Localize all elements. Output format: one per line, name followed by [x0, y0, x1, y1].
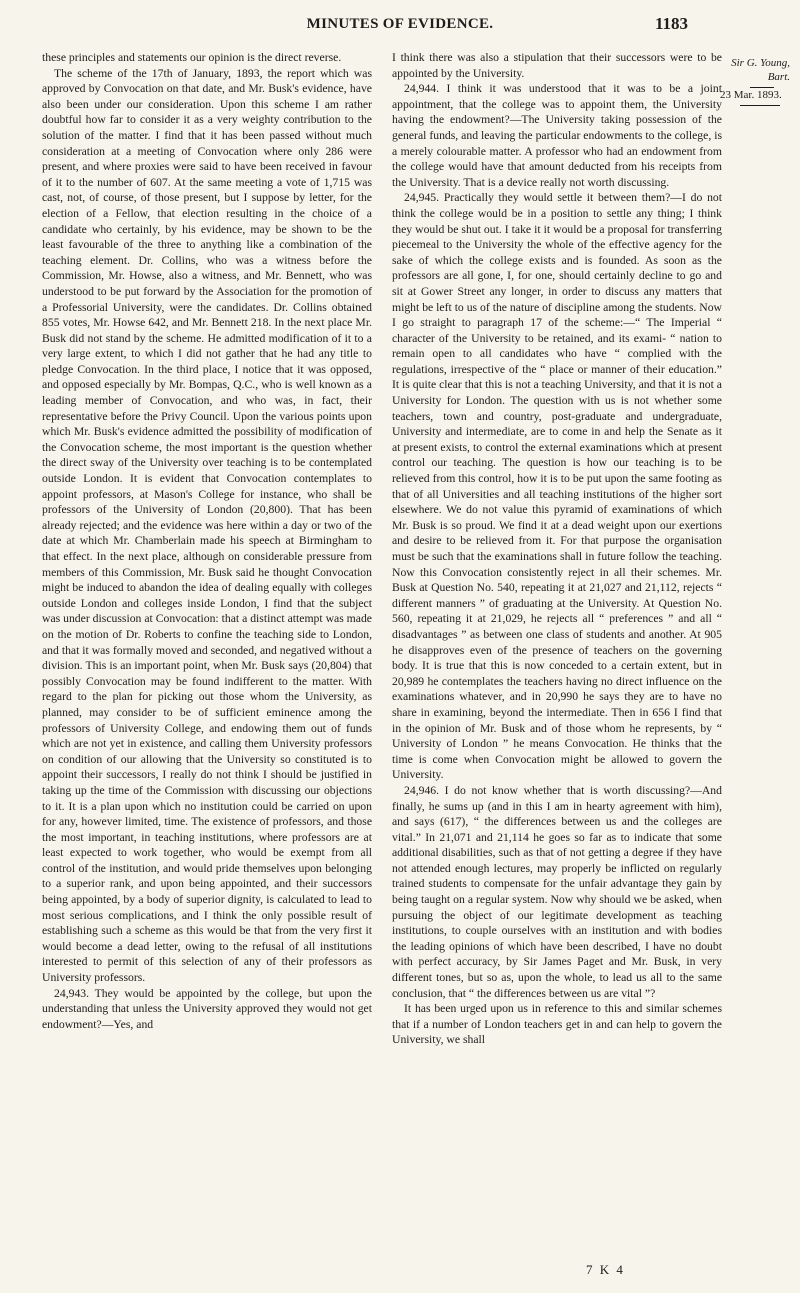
paragraph: 24,943. They would be appointed by the college, but upon the understanding that unless the University approved they would not get endowment?—Yes, and	[42, 986, 372, 1031]
paragraph: I think there was also a stipulation that their successors were to be appointed by the University.	[392, 51, 722, 80]
date-margin-note	[720, 88, 792, 106]
witness-name: Sir G. Young,	[731, 57, 790, 69]
paragraph: The scheme of the 17th of January, 1893, the report which was approved by Convocation on that date, and Mr. Busk's evidence, have also been under our consideration. Upon this scheme I am rather doubtful how far to consider it as a very weighty contribution to the solution of the matter. I find that it has been passed without much consideration at a meeting of Convocation where only 286 were present, and where proxies were said to have been received in favour of it to the number of 607. At the same meeting a vote of 1,715 was cast, not, of course, of those present, but I suppose by letter, for the election of a Fellow, that election resulting in the choice of a candidate who certainly, by his evidence, may be shown to be the least favourable of the three to anything like a combination of the teaching element. Dr. Collins, who was a witness before the Commission, Mr. Howse, also a witness, and Mr. Bennett, who was understood to be put forward by the Association for the promotion of a Professorial University, were the candidates. Dr. Collins obtained 855 votes, Mr. Howse 642, and Mr. Bennett 218. In the next place Mr. Busk did not stand by the scheme. He admitted modification of it to a very large extent, to which I did not gather that he had any title to pledge Convocation. In the third place, I notice that it was opposed, and opposed especially by Mr. Bompas, Q.C., who is well known as a leading member of Convocation, and who was, in fact, their representative before the Privy Council. Upon the various points upon which Mr. Busk's evidence admitted the possibility of modification of the Convocation scheme, the most important is the question whether the direct sway of the University over teaching is to be contemplated outside London. It is evident that Convocation contemplates to appoint professors, at Mason's College for instance, who shall be professors of the University of London (20,800). That has been already rejected; and the evidence was here within a day or two of the date at which Mr. Chamberlain made his speech at Birmingham to that effect. In the next place, although on considerable pressure from members of this Commission, Mr. Busk said he thought Convocation might be induced to abandon the idea of dealing equally with colleges outside London and colleges inside London, I find that the subject was under discussion at Convocation: that a distinct attempt was made on the motion of Dr. Roberts to confine the teaching side to London, and that it was formally moved and seconded, and negatived without a division. This is an important point, when Mr. Busk says (20,804) that possibly Convocation may be found indifferent to the matter. With regard to the plan for picking out those whom the University, as planned, may consider to be of sufficient eminence among the professors of University College, and endowing them out of funds which are not yet in existence, and calling them University professors on condition of our allowing that the University so constituted is to appoint their successors, I really do not think I should be justified in taking up the time of the Commission with discussing our objections to it. It is a plan upon which no institution could be carried on upon for any, however limited, time. The existence of professors, and those the most important, in teaching institutions, where professors are at least expected to work together, who would be exempt from all control of the institution, and would pride themselves upon belonging to a superior rank, and upon being appointed, and their successors being appointed, by a body of superior dignity, is calculated to lead to most serious complications, and I think the only possible result of establishing such a scheme as this would be that from the very first it would become a dead letter, owing to the refusal of all institutions interested to permit of this selection of any of their professors as University professors.	[42, 66, 372, 985]
margin-rule	[740, 105, 780, 106]
witness-title: Bart.	[767, 71, 790, 83]
paragraph: It has been urged upon us in reference to this and similar schemes that if a number of London teachers get in and can help to govern the University, we shall	[392, 1002, 722, 1047]
paragraph: these principles and statements our opinion is the direct reverse.	[42, 51, 342, 64]
left-column	[42, 50, 372, 1032]
session-date: 23 Mar. 1893.	[720, 89, 782, 101]
page-number: 1183	[654, 14, 688, 33]
signature-mark: 7 K 4	[586, 1262, 625, 1277]
paragraph: 24,946. I do not know whether that is worth discussing?—And finally, he sums up (and in this I am in hearty agreement with him), and says (617), “ the differences between us and the colleges are vital.” In 21,071 and 21,114 he goes so far as to indicate that some additional disabilities, such as that of not getting a degree if they have not attended enough lectures, may properly be inflicted on regularly trained students to compensate for the unfair advantage they gain by being taught on a regular system. Now why should we be asked, when pursuing the object of our legitimate development as teaching institutions, to couple ourselves with an institution and with bodies the leading opinions of which have been described, I have no doubt with perfect accuracy, by Sir James Paget and Mr. Busk, in very different tones, but so as, upon the whole, to lead us all to the same conclusion, that “ the differences between us are vital ”?	[392, 783, 722, 1000]
paragraph: 24,945. Practically they would settle it between them?—I do not think the college would be in a position to settle any thing; I think they would be shut out. I take it it would be a proposal for transferring piecemeal to the University the whole of the effective agency for the sake of which the college exists and is founded. As soon as the professors are all gone, I, for one, should certainly decline to go and sit at Gower Street any longer, in order to discuss any matters that might be left to us of the nature of discipline among the students. Now I go straight to paragraph 17 of the scheme:—“ The Imperial “ character of the University to be retained, and its exami- “ nation to remain open to all candidates who have “ complied with the regulations, irrespective of the “ place or manner of their education.” It is quite clear that this is not a teaching University, and that it is not a University for London. The question with us is not whether some teachers, town and country, post-graduate and undergraduate, University and intermediate, are to come in and help the Senate as it at present exists, to control the external examinations which at present control our teaching. The question is how our teaching is to be relieved from this control, how it is to be put upon the same footing as that of all Universities and all teaching institutions of the higher sort elsewhere. We do not value this pyramid of examinations of which Mr. Busk is so proud. We find it at a dead weight upon our exertions and desire to be relieved from it. For that purpose the organisation must be such that the examinations shall in future follow the teaching. Now this Convocation consistently reject in all their schemes. Mr. Busk at Question No. 540, repeating it at 21,027 and 21,112, rejects “ different manners ” of graduating at the University. At Question No. 560, repeating it at 21,029, he rejects all “ preferences ” and all “ disadvantages ” as between one class of students and another. At 905 he disapproves even of the presence of teachers on the governing body. It is true that this is now conceded to a certain extent, but in 20,989 he contemplates the teachers having no direct influence on the examinations whatever, and in 20,990 he says they are to have no share in examining, beyond the intermediate. Then in 656 I find that in the opinion of Mr. Busk and of those whom he represents, by “ University of London ” he means Convocation. He thinks that the time is come when Convocation might be allowed to govern the University.	[392, 191, 722, 782]
running-title: MINUTES OF EVIDENCE.	[306, 16, 494, 32]
paragraph: 24,944. I think it was understood that it was to be a joint appointment, that the college was to appoint them, the University having the endowment?—The University taking possession of the general funds, and leaving the particular endowments to the college, is a merely colourable matter. A professor who had an endowment from the college would have that amount deducted from his receipts from the University. That is a device really not worth discussing.	[392, 82, 722, 189]
witness-margin-note	[720, 56, 790, 88]
right-column	[392, 50, 722, 1048]
